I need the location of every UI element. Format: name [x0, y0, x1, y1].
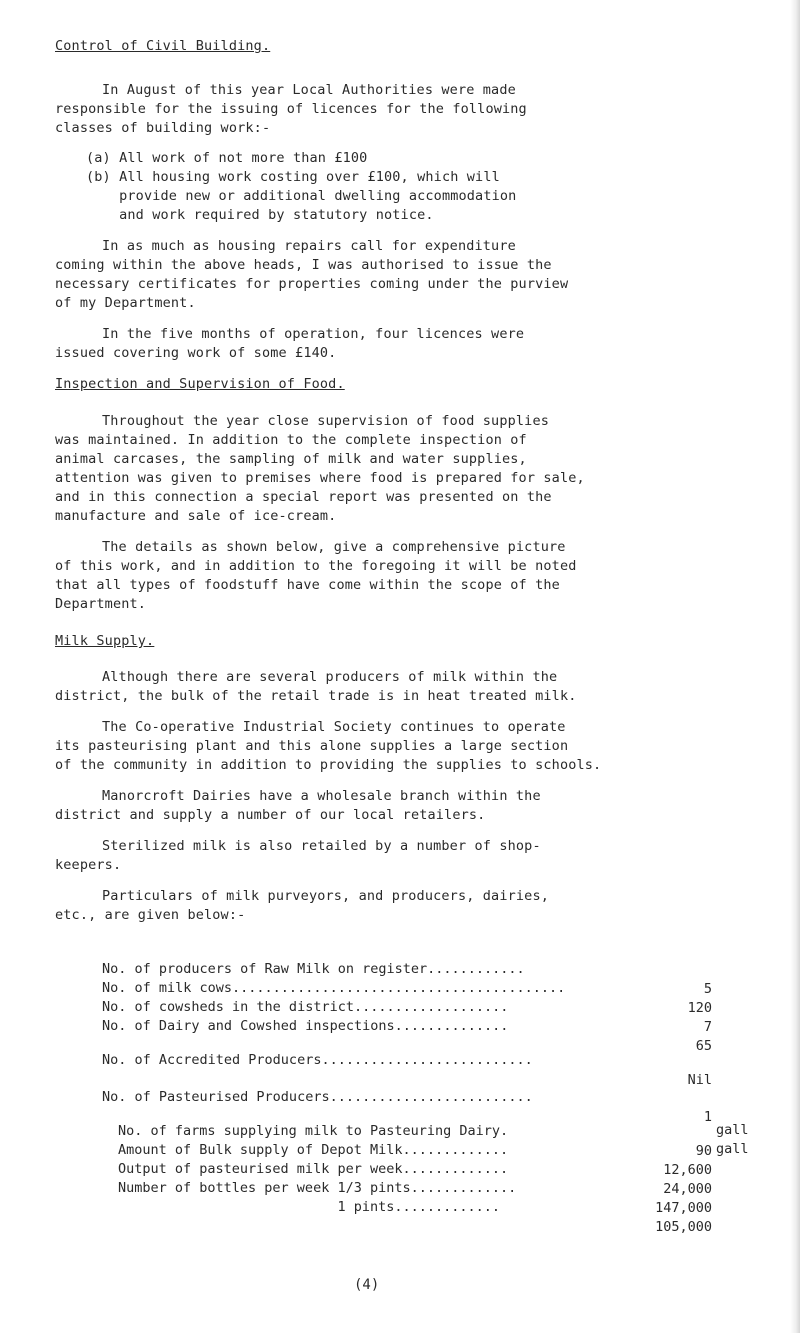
stat-row: [118, 1177, 712, 1257]
stat-label: No. of producers of Raw Milk on register............: [102, 961, 525, 977]
stat-label: Number of bottles per week 1/3 pints.............: [118, 1180, 517, 1196]
stat-value: 5: [703, 981, 712, 997]
text-line: In as much as housing repairs call for expenditure: [102, 238, 516, 254]
text-line: of this work, and in addition to the foregoing it will be noted: [55, 558, 577, 574]
stat-value: 90: [695, 1143, 712, 1159]
stat-value: 7: [703, 1019, 712, 1035]
stat-unit: gall: [716, 1122, 749, 1138]
text-line: Particulars of milk purveyors, and producers, dairies,: [102, 888, 549, 904]
text-line: necessary certificates for properties coming under the purview: [55, 276, 569, 292]
list-item: provide new or additional dwelling accommodation: [86, 188, 517, 204]
text-line: that all types of foodstuff have come within the scope of the: [55, 577, 560, 593]
list-item: (b) All housing work costing over £100, which will: [86, 169, 500, 185]
page-number: (4): [354, 1277, 380, 1293]
section-heading-civil-building: Control of Civil Building.: [55, 38, 271, 54]
stat-label: No. of Accredited Producers..........................: [102, 1052, 533, 1068]
stat-label: No. of milk cows.........................................: [102, 980, 566, 996]
text-line: of the community in addition to providing the supplies to schools.: [55, 757, 602, 773]
text-line: Although there are several producers of milk within the: [102, 669, 558, 685]
stat-label: Output of pasteurised milk per week.............: [118, 1161, 509, 1177]
page-edge-shadow: [790, 0, 800, 1333]
text-line: responsible for the issuing of licences for the following: [55, 101, 527, 117]
stat-label: No. of cowsheds in the district...................: [102, 999, 509, 1015]
stat-value: Nil: [687, 1072, 712, 1088]
text-line: issued covering work of some £140.: [55, 345, 337, 361]
text-line: animal carcases, the sampling of milk and water supplies,: [55, 451, 527, 467]
stat-label: No. of Dairy and Cowshed inspections..............: [102, 1018, 509, 1034]
stat-value: 105,000: [655, 1219, 712, 1235]
text-line: of my Department.: [55, 295, 196, 311]
text-line: etc., are given below:-: [55, 907, 246, 923]
text-line: Throughout the year close supervision of food supplies: [102, 413, 549, 429]
text-line: coming within the above heads, I was authorised to issue the: [55, 257, 552, 273]
text-line: district, the bulk of the retail trade is in heat treated milk.: [55, 688, 577, 704]
text-line: In the five months of operation, four licences were: [102, 326, 525, 342]
text-line: The Co-operative Industrial Society continues to operate: [102, 719, 566, 735]
list-item: (a) All work of not more than £100: [86, 150, 368, 166]
stat-value: 147,000: [655, 1200, 712, 1216]
text-line: Department.: [55, 596, 147, 612]
text-line: In August of this year Local Authorities were made: [102, 82, 516, 98]
stat-label: No. of farms supplying milk to Pasteuring Dairy.: [118, 1123, 509, 1139]
section-heading-milk: Milk Supply.: [55, 633, 155, 649]
text-line: keepers.: [55, 857, 122, 873]
text-line: manufacture and sale of ice-cream.: [55, 508, 337, 524]
stat-value: 24,000: [663, 1181, 712, 1197]
stat-value: 65: [695, 1038, 712, 1054]
text-line: attention was given to premises where food is prepared for sale,: [55, 470, 585, 486]
text-line: Manorcroft Dairies have a wholesale branch within the: [102, 788, 541, 804]
text-line: classes of building work:-: [55, 120, 271, 136]
stat-label: No. of Pasteurised Producers.........................: [102, 1089, 533, 1105]
text-line: was maintained. In addition to the complete inspection of: [55, 432, 527, 448]
stat-unit: gall: [716, 1141, 749, 1157]
stat-label: 1 pints.............: [118, 1199, 501, 1215]
stat-label: Amount of Bulk supply of Depot Milk.............: [118, 1142, 509, 1158]
text-line: Sterilized milk is also retailed by a number of shop-: [102, 838, 541, 854]
list-item: and work required by statutory notice.: [86, 207, 434, 223]
text-line: and in this connection a special report was presented on the: [55, 489, 552, 505]
stat-value: 1: [703, 1109, 712, 1125]
text-line: The details as shown below, give a comprehensive picture: [102, 539, 566, 555]
stat-value: 12,600: [663, 1162, 712, 1178]
section-heading-food: Inspection and Supervision of Food.: [55, 376, 345, 392]
stat-value: 120: [687, 1000, 712, 1016]
text-line: district and supply a number of our local retailers.: [55, 807, 486, 823]
text-line: its pasteurising plant and this alone supplies a large section: [55, 738, 569, 754]
